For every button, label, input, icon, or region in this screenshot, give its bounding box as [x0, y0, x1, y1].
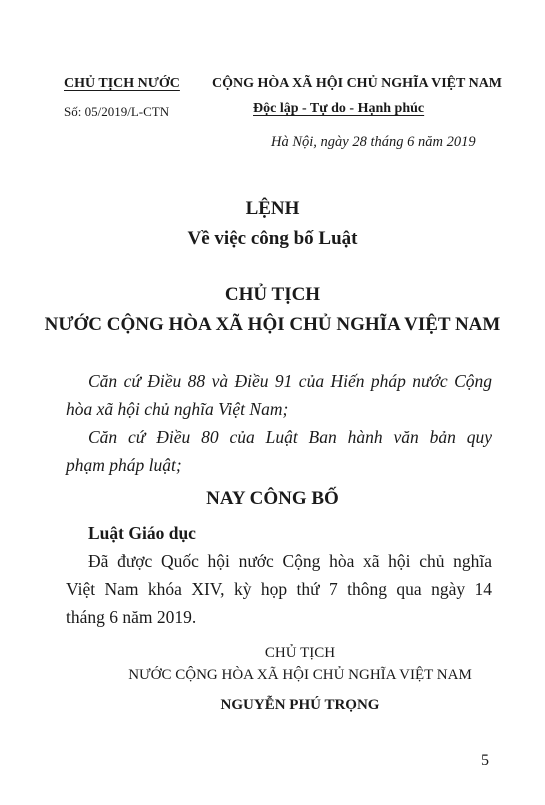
- text-line: Đã được Quốc hội nước Cộng hòa xã hội chủ nghĩa: [88, 551, 492, 571]
- text-line: Căn cứ Điều 88 và Điều 91 của Hiến pháp nước Cộng: [88, 371, 492, 391]
- passage-paragraph: [66, 547, 492, 631]
- law-name: Luật Giáo dục: [88, 523, 196, 543]
- authority-title: CHỦ TỊCH: [224, 284, 321, 305]
- text-line: Căn cứ Điều 80 của Luật Ban hành văn bản quy: [88, 427, 492, 447]
- document-subject: Về việc công bố Luật: [187, 228, 358, 249]
- signer-name: NGUYỄN PHÚ TRỌNG: [220, 697, 380, 713]
- signature-country: NƯỚC CỘNG HÒA XÃ HỘI CHỦ NGHĨA VIỆT NAM: [128, 667, 472, 683]
- page-number: 5: [481, 752, 489, 769]
- signature-title: CHỦ TỊCH: [264, 645, 336, 661]
- issuer-label: CHỦ TỊCH NƯỚC: [64, 76, 180, 91]
- legal-basis-2: [66, 423, 492, 479]
- nation-name: CỘNG HÒA XÃ HỘI CHỦ NGHĨA VIỆT NAM: [212, 76, 503, 91]
- authority-country: NƯỚC CỘNG HÒA XÃ HỘI CHỦ NGHĨA VIỆT NAM: [44, 314, 501, 335]
- legal-basis-1: [66, 367, 492, 423]
- text-line: Việt Nam khóa XIV, kỳ họp thứ 7 thông qua ngày 14: [66, 579, 492, 599]
- text-line: hòa xã hội chủ nghĩa Việt Nam;: [66, 399, 289, 419]
- text-line: tháng 6 năm 2019.: [66, 607, 197, 627]
- place-date: Hà Nội, ngày 28 tháng 6 năm 2019: [271, 134, 476, 150]
- proclamation-heading: NAY CÔNG BỐ: [206, 488, 339, 509]
- document-type: LỆNH: [245, 198, 300, 219]
- text-line: phạm pháp luật;: [66, 455, 182, 475]
- national-motto: Độc lập - Tự do - Hạnh phúc: [253, 101, 425, 116]
- document-number: Số: 05/2019/L-CTN: [64, 104, 170, 119]
